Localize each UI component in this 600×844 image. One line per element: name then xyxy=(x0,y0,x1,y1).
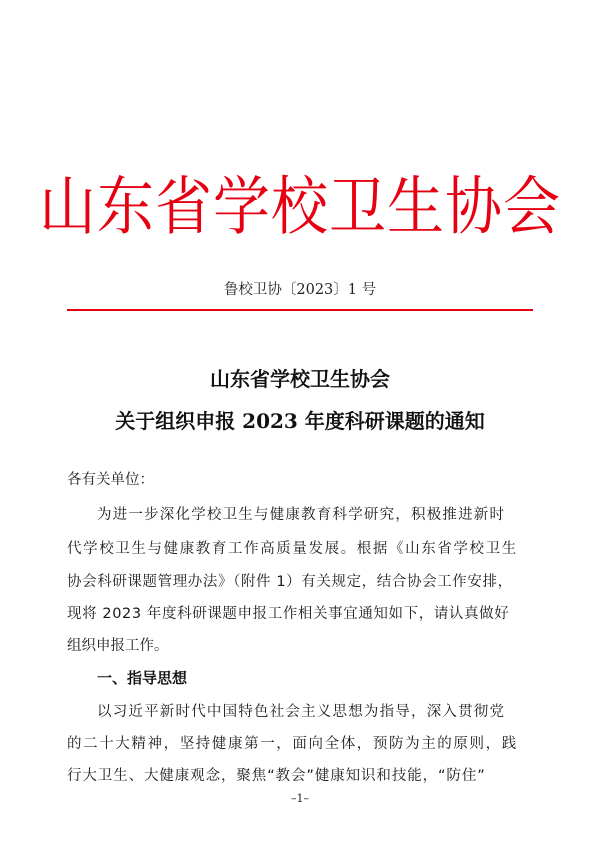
paragraph-1-line-3: 协会科研课题管理办法》（附件 1）有关规定，结合协会工作安排， xyxy=(67,574,513,590)
paragraph-2-line-1: 以习近平新时代中国特色社会主义思想为指导，深入贯彻党 xyxy=(97,704,506,720)
paragraph-1-line-2: 代学校卫生与健康教育工作高质量发展。根据《山东省学校卫生 xyxy=(67,541,518,557)
page-number: –1– xyxy=(291,792,309,805)
red-divider-line xyxy=(67,309,533,311)
paragraph-1-line-4: 现将 2023 年度科研课题申报工作相关事宜通知如下，请认真做好 xyxy=(67,606,510,622)
notice-title-line-2: 关于组织申报 2023 年度科研课题的通知 xyxy=(115,409,485,433)
paragraph-1-line-1: 为进一步深化学校卫生与健康教育科学研究，积极推进新时 xyxy=(97,507,506,523)
notice-title-line-1: 山东省学校卫生协会 xyxy=(210,367,390,391)
paragraph-1-line-5: 组织申报工作。 xyxy=(67,638,169,654)
paragraph-2-line-2: 的二十大精神，坚持健康第一，面向全体，预防为主的原则，践 xyxy=(67,736,518,752)
document-number: 鲁校卫协〔2023〕1 号 xyxy=(223,282,377,298)
paragraph-2-line-3: 行大卫生、大健康观念，聚焦“教会”健康知识和技能，“防住” xyxy=(67,768,486,784)
section-heading-guiding-ideology: 一、指导思想 xyxy=(97,669,188,687)
organization-red-header: 山东省学校卫生协会 xyxy=(39,170,561,245)
salutation: 各有关单位： xyxy=(67,472,154,488)
